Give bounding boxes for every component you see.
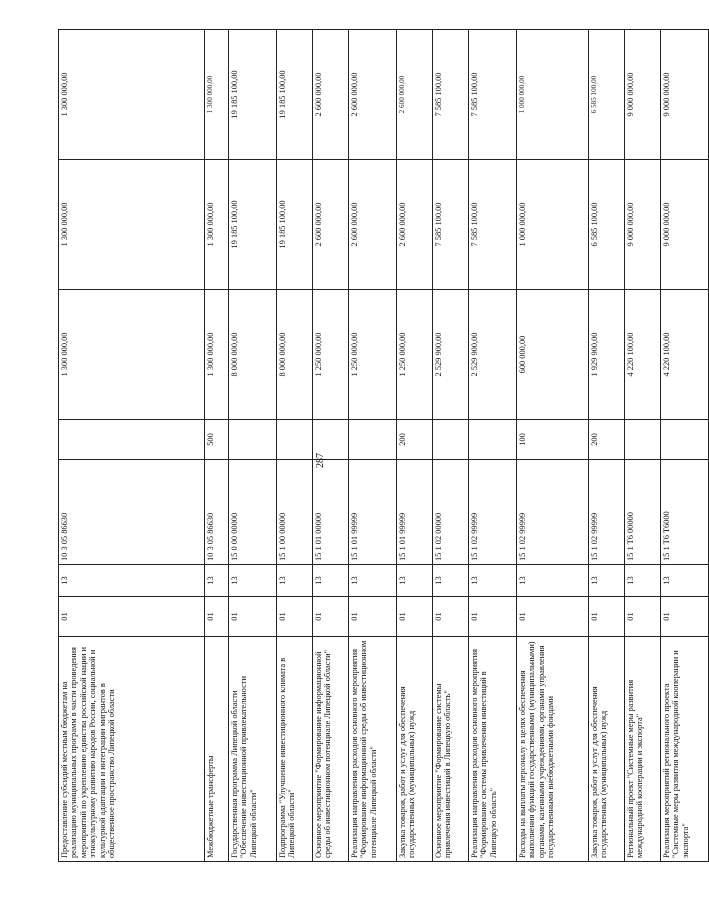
row-name: Основное мероприятие "Формирование информационной среды об инвестиционном потенциале Липецкой области" xyxy=(313,637,349,862)
budget-table xyxy=(58,29,709,862)
row-amount-3: 7 585 100,00 xyxy=(433,30,469,160)
row-section: 01 xyxy=(205,597,229,637)
row-target: 15 1 01 99999 xyxy=(397,460,433,565)
row-expense-type xyxy=(277,420,313,460)
row-name: Закупка товаров, работ и услуг для обеспечения государственных (муниципальных) нужд xyxy=(397,637,433,862)
row-name: Государственная программа Липецкой области "Обеспечение инвестиционной привлекательности Липецкой области" xyxy=(229,637,277,862)
row-amount-3: 2 600 000,00 xyxy=(349,30,397,160)
table-row xyxy=(205,30,229,862)
row-name: Реализация мероприятий регионального проекта "Системные меры развития международной кооперации и экспорта" xyxy=(661,637,709,862)
row-expense-type xyxy=(469,420,517,460)
row-amount-1: 2 529 900,00 xyxy=(469,290,517,420)
row-name: Расходы на выплаты персоналу в целях обеспечения выполнения функций государственными (муниципальными) органами, казенными учреждениями, органами управления государственными внебюджетными фондами xyxy=(517,637,589,862)
row-target: 15 1 T6 T6000 xyxy=(661,460,709,565)
row-expense-type xyxy=(313,420,349,460)
row-amount-1: 8 000 000,00 xyxy=(277,290,313,420)
table-row xyxy=(313,30,349,862)
row-name: Межбюджетные трансферты xyxy=(205,637,229,862)
row-amount-2: 9 000 000,00 xyxy=(625,160,661,290)
table-body xyxy=(59,30,709,862)
row-amount-2: 2 600 000,00 xyxy=(349,160,397,290)
table-row xyxy=(433,30,469,862)
row-amount-3: 9 000 000,00 xyxy=(661,30,709,160)
row-amount-2: 6 585 100,00 xyxy=(589,160,625,290)
table-row xyxy=(517,30,589,862)
row-name: Реализация направления расходов основного мероприятия "Формирование информационной среды об инвестиционном потенциале Липецкой области" xyxy=(349,637,397,862)
row-section: 01 xyxy=(229,597,277,637)
row-amount-2: 7 585 100,00 xyxy=(433,160,469,290)
row-amount-2: 1 000 000,00 xyxy=(517,160,589,290)
table-row xyxy=(469,30,517,862)
row-subsection: 13 xyxy=(661,565,709,597)
row-target: 15 1 02 99999 xyxy=(469,460,517,565)
row-amount-2: 1 300 000,00 xyxy=(205,160,229,290)
row-section: 01 xyxy=(517,597,589,637)
row-amount-1: 600 000,00 xyxy=(517,290,589,420)
row-expense-type xyxy=(625,420,661,460)
table-row xyxy=(625,30,661,862)
row-amount-3: 7 585 100,00 xyxy=(469,30,517,160)
row-expense-type: 100 xyxy=(517,420,589,460)
row-amount-1: 1 929 900,00 xyxy=(589,290,625,420)
row-amount-3: 6 585 100,00 xyxy=(589,30,625,160)
row-target: 15 1 00 00000 xyxy=(277,460,313,565)
row-amount-2: 19 185 100,00 xyxy=(229,160,277,290)
row-amount-2: 9 000 000,00 xyxy=(661,160,709,290)
row-expense-type xyxy=(59,420,205,460)
row-amount-1: 1 250 000,00 xyxy=(313,290,349,420)
row-amount-1: 1 300 000,00 xyxy=(205,290,229,420)
row-amount-3: 1 000 000,00 xyxy=(517,30,589,160)
row-target: 15 1 02 99999 xyxy=(517,460,589,565)
row-amount-3: 9 000 000,00 xyxy=(625,30,661,160)
row-subsection: 13 xyxy=(205,565,229,597)
row-name: Закупка товаров, работ и услуг для обеспечения государственных (муниципальных) нужд xyxy=(589,637,625,862)
row-expense-type xyxy=(349,420,397,460)
page-number-text: 287 xyxy=(314,452,326,468)
row-section: 01 xyxy=(469,597,517,637)
row-expense-type xyxy=(229,420,277,460)
table-row xyxy=(397,30,433,862)
row-amount-2: 1 300 000,00 xyxy=(59,160,205,290)
row-amount-1: 2 529 900,00 xyxy=(433,290,469,420)
row-expense-type: 200 xyxy=(589,420,625,460)
row-target: 15 1 01 99999 xyxy=(349,460,397,565)
table-row xyxy=(661,30,709,862)
row-amount-1: 1 300 000,00 xyxy=(59,290,205,420)
row-target: 10 3 05 86630 xyxy=(205,460,229,565)
row-section: 01 xyxy=(661,597,709,637)
row-amount-2: 19 185 100,00 xyxy=(277,160,313,290)
row-amount-2: 2 600 000,00 xyxy=(313,160,349,290)
table-row xyxy=(229,30,277,862)
row-expense-type xyxy=(661,420,709,460)
row-subsection: 13 xyxy=(625,565,661,597)
rotated-table-container xyxy=(58,30,690,862)
row-amount-3: 19 185 100,00 xyxy=(277,30,313,160)
row-subsection: 13 xyxy=(517,565,589,597)
row-name: Региональный проект "Системные меры развития международной кооперации и экспорта" xyxy=(625,637,661,862)
row-expense-type: 200 xyxy=(397,420,433,460)
row-subsection: 13 xyxy=(313,565,349,597)
row-amount-1: 4 220 100,00 xyxy=(661,290,709,420)
row-name: Реализация направления расходов основного мероприятия "Формирование системы привлечения инвестиций в Липецкую область" xyxy=(469,637,517,862)
row-expense-type: 500 xyxy=(205,420,229,460)
row-subsection: 13 xyxy=(589,565,625,597)
row-name: Подпрограмма "Улучшение инвестиционного климата в Липецкой области" xyxy=(277,637,313,862)
row-target: 15 1 02 00000 xyxy=(433,460,469,565)
row-subsection: 13 xyxy=(349,565,397,597)
row-amount-3: 2 600 000,00 xyxy=(397,30,433,160)
table-row xyxy=(349,30,397,862)
row-section: 01 xyxy=(589,597,625,637)
row-amount-3: 19 185 100,00 xyxy=(229,30,277,160)
row-amount-2: 2 600 000,00 xyxy=(397,160,433,290)
row-section: 01 xyxy=(277,597,313,637)
row-name: Предоставление субсидий местным бюджетам на реализацию муниципальных программ в части проведения мероприятий по укреплению единства российской нации и этнокультурному развитию народов России, социальной и культурной адаптации и интеграции мигрантов в общественное пространство Липецкой области xyxy=(59,637,205,862)
row-target: 15 1 T6 00000 xyxy=(625,460,661,565)
row-amount-1: 1 250 000,00 xyxy=(349,290,397,420)
row-amount-1: 4 220 100,00 xyxy=(625,290,661,420)
row-section: 01 xyxy=(625,597,661,637)
row-section: 01 xyxy=(59,597,205,637)
row-subsection: 13 xyxy=(397,565,433,597)
row-subsection: 13 xyxy=(433,565,469,597)
row-amount-1: 1 250 000,00 xyxy=(397,290,433,420)
row-amount-2: 7 585 100,00 xyxy=(469,160,517,290)
row-target: 10 3 05 86630 xyxy=(59,460,205,565)
row-section: 01 xyxy=(433,597,469,637)
row-section: 01 xyxy=(313,597,349,637)
row-amount-3: 2 600 000,00 xyxy=(313,30,349,160)
row-subsection: 13 xyxy=(277,565,313,597)
row-amount-1: 8 000 000,00 xyxy=(229,290,277,420)
row-amount-3: 1 300 000,00 xyxy=(205,30,229,160)
row-subsection: 13 xyxy=(229,565,277,597)
row-subsection: 13 xyxy=(59,565,205,597)
table-row xyxy=(589,30,625,862)
table-row xyxy=(277,30,313,862)
row-target: 15 1 02 99999 xyxy=(589,460,625,565)
row-amount-3: 1 300 000,00 xyxy=(59,30,205,160)
row-expense-type xyxy=(433,420,469,460)
row-name: Основное мероприятие "Формирование системы привлечения инвестиций в Липецкую область" xyxy=(433,637,469,862)
row-section: 01 xyxy=(349,597,397,637)
row-target: 15 0 00 00000 xyxy=(229,460,277,565)
row-target: 15 1 01 00000 xyxy=(313,460,349,565)
table-row xyxy=(59,30,205,862)
row-section: 01 xyxy=(397,597,433,637)
row-subsection: 13 xyxy=(469,565,517,597)
